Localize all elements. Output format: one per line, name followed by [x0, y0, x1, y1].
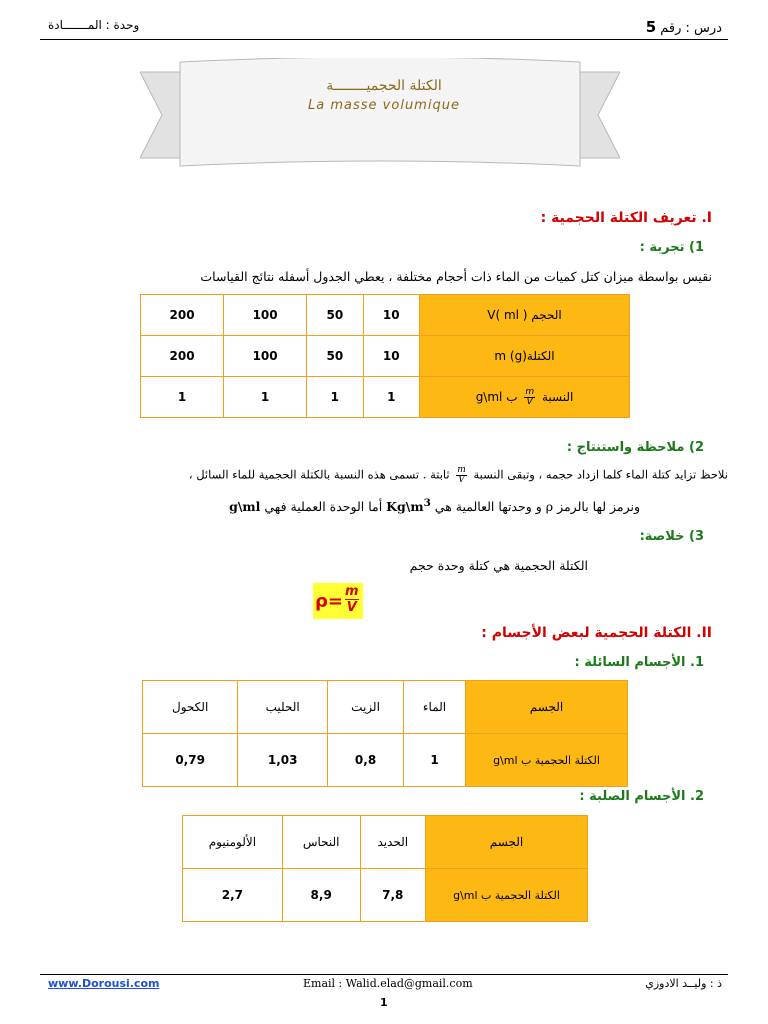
substance-name: النحاس: [282, 816, 360, 869]
table-row: [143, 681, 628, 734]
table-row: [141, 336, 630, 377]
website-link[interactable]: www.Dorousi.com: [48, 977, 160, 990]
observation-heading: [567, 440, 704, 455]
table-cell: 50: [307, 336, 363, 377]
substance-name: الزيت: [328, 681, 404, 734]
observation-number: 2): [689, 440, 704, 455]
table-row: [141, 295, 630, 336]
section-1-title: تعريف الكتلة الحجمية :: [540, 210, 697, 226]
lesson-prefix: درس : رقم: [660, 21, 722, 36]
banner-title-french: La masse volumique: [308, 98, 460, 113]
table-cell: 100: [224, 336, 307, 377]
banner-title-arabic: الكتلة الحجميــــــــة: [326, 78, 442, 94]
ratio-header: [420, 377, 630, 418]
solids-title: الأجسام الصلبة :: [579, 789, 686, 804]
table-cell: 1: [404, 734, 466, 787]
substance-name: الكحول: [143, 681, 238, 734]
mass-header: الكتلة(m (g: [420, 336, 630, 377]
section-2-title: الكتلة الحجمية لبعض الأجسام :: [481, 625, 692, 641]
experiment-title: تجربة :: [639, 240, 685, 255]
table-cell: 100: [224, 295, 307, 336]
table-cell: 2,7: [183, 869, 283, 922]
solids-density-table: [182, 815, 588, 922]
table-cell: 1,03: [238, 734, 328, 787]
lesson-header: [646, 18, 722, 36]
water-measurements-table: [140, 294, 630, 418]
table-cell: 200: [141, 336, 224, 377]
title-banner: [140, 58, 620, 178]
substance-header: الجسم: [426, 816, 588, 869]
substance-name: الماء: [404, 681, 466, 734]
experiment-number: 1): [689, 240, 704, 255]
fraction-numerator: m: [525, 386, 535, 397]
observation-line-1: [189, 466, 728, 485]
si-unit: Kg\m: [386, 499, 424, 515]
solids-heading: [579, 789, 704, 804]
table-cell: 1: [363, 377, 419, 418]
substance-header: الجسم: [466, 681, 628, 734]
fraction-numerator: m: [457, 465, 466, 475]
footer-divider: [40, 974, 728, 975]
footer-email: Email : Walid.elad@gmail.com: [303, 977, 473, 990]
table-cell: 10: [363, 336, 419, 377]
formula-denominator: V: [346, 600, 357, 615]
table-row: [183, 816, 588, 869]
section-1-heading: [541, 210, 712, 226]
substance-name: الألومنيوم: [183, 816, 283, 869]
liquids-number: 1.: [690, 655, 704, 670]
experiment-heading: [640, 240, 704, 255]
observation-title: ملاحظة واستنتاج :: [566, 440, 685, 455]
section-1-number: I.: [701, 210, 712, 226]
table-cell: 0,79: [143, 734, 238, 787]
section-2-number: II.: [696, 625, 712, 641]
table-cell: 1: [307, 377, 363, 418]
conclusion-number: 3): [689, 529, 704, 544]
conclusion-text: الكتلة الحجمية هي كتلة وحدة حجم: [409, 558, 588, 573]
fraction-denominator: V: [458, 475, 465, 485]
solids-number: 2.: [690, 789, 704, 804]
table-cell: 50: [307, 295, 363, 336]
density-row-label: الكتلة الحجمية ب g\ml: [466, 734, 628, 787]
lesson-number: 5: [645, 18, 657, 36]
table-cell: 0,8: [328, 734, 404, 787]
practical-unit: g\ml: [229, 499, 261, 515]
substance-name: الحليب: [238, 681, 328, 734]
formula-numerator: m: [345, 584, 359, 599]
unit-label: وحدة : المـــــــادة: [48, 18, 140, 32]
observation-text-b: ثابتة . تسمى هذه النسبة بالكتلة الحجمية للماء السائل ،: [188, 467, 450, 482]
table-cell: 1: [141, 377, 224, 418]
table-cell: 7,8: [360, 869, 425, 922]
ratio-unit: ب g\ml: [475, 389, 518, 404]
rho-symbol: ρ=: [315, 591, 343, 612]
table-cell: 10: [363, 295, 419, 336]
observation-text-c: ونرمز لها بالرمز ρ و وحدتها العالمية هي: [434, 499, 640, 515]
ratio-prefix: النسبة: [541, 389, 574, 404]
header-divider: [40, 39, 728, 40]
table-cell: 8,9: [282, 869, 360, 922]
fraction-denominator: V: [526, 396, 533, 407]
si-unit-exponent: 3: [423, 497, 431, 509]
footer-author: ذ : وليــد الادوزي: [645, 977, 722, 990]
liquids-heading: [575, 655, 704, 670]
volume-header: الحجم V( ml ): [420, 295, 630, 336]
table-cell: 200: [141, 295, 224, 336]
conclusion-title: خلاصة:: [639, 529, 685, 544]
substance-name: الحديد: [360, 816, 425, 869]
observation-text-d: أما الوحدة العملية فهي: [264, 499, 383, 515]
page-number: 1: [380, 996, 388, 1009]
table-row: [141, 377, 630, 418]
formula-fraction: [345, 584, 359, 615]
liquids-density-table: [142, 680, 628, 787]
conclusion-heading: [640, 529, 704, 544]
experiment-intro: نقيس بواسطة ميزان كتل كميات من الماء ذات أحجام مختلفة ، يعطي الجدول أسفله نتائج القياسات: [200, 269, 712, 284]
table-row: [183, 869, 588, 922]
density-row-label: الكتلة الحجمية ب g\ml: [426, 869, 588, 922]
liquids-title: الأجسام السائلة :: [574, 655, 686, 670]
table-cell: 1: [224, 377, 307, 418]
observation-text-a: نلاحظ تزايد كتلة الماء كلما ازداد حجمه ، وتبقى النسبة: [473, 467, 728, 482]
density-formula: [313, 583, 363, 619]
observation-line-2: [229, 497, 640, 514]
section-2-heading: [481, 625, 712, 641]
ratio-fraction: [524, 388, 535, 407]
table-row: [143, 734, 628, 787]
observation-fraction: [456, 466, 467, 485]
